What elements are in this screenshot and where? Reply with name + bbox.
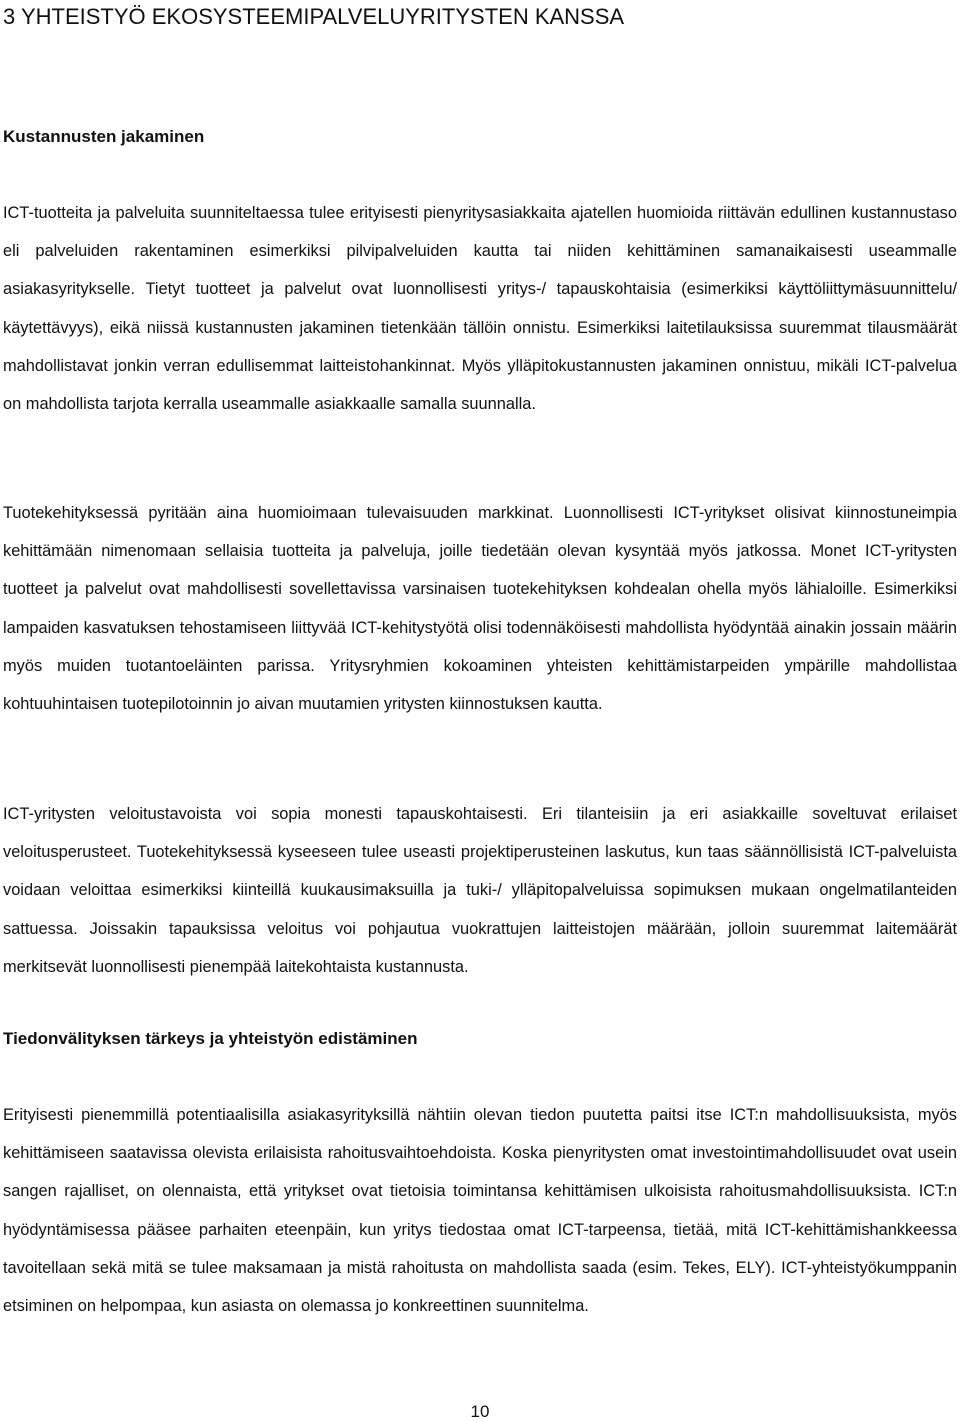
paragraph-information-sharing-1: Erityisesti pienemmillä potentiaalisilla asiakasyrityksillä nähtiin olevan tiedon puutetta paitsi itse ICT:n mahdollisuuksista, myös kehittämiseen saatavissa olevista erilaisista rahoitusvaihtoehdoista. Koska pienyritysten omat investointimahdollisuudet ovat usein sangen rajalliset, on olennaista, että yritykset ovat tietoisia toimintansa kehittämisen ulkoisista rahoitusmahdollisuuksista. ICT:n hyödyntämisessa pääsee parhaiten eteenpäin, kun yritys tiedostaa omat ICT-tarpeensa, tietää, mitä ICT-kehittämishankkeessa tavoitellaan sekä mitä se tulee maksamaan ja mistä rahoitusta on mahdollista saada (esim. Tekes, ELY). ICT-yhteistyökumppanin etsiminen on helpompaa, kun asiasta on olemassa jo konkreettinen suunnitelma. xyxy=(3,1106,957,1316)
paragraph-cost-sharing-1: ICT-tuotteita ja palveluita suunniteltaessa tulee erityisesti pienyritysasiakkaita ajatellen huomioida riittävän edullinen kustannustaso eli palveluiden rakentaminen esimerkiksi pilvipalveluiden kautta tai niiden kehittäminen samanaikaisesti useammalle asiakasyritykselle. Tietyt tuotteet ja palvelut ovat luonnollisesti yritys-/ tapauskohtaisia (esimerkiksi käyttöliittymäsuunnittelu/ käytettävyys), eikä niissä kustannusten jakaminen tietenkään tällöin onnistu. Esimerkiksi laitetilauksissa suuremmat tilausmäärät mahdollistavat jonkin verran edullisemmat laitteistohankinnat. Myös ylläpitokustannusten jakaminen onnistuu, mikäli ICT-palvelua on mahdollista tarjota kerralla useammalle asiakkaalle samalla suunnalla. xyxy=(3,204,957,414)
chapter-title: 3 YHTEISTYÖ EKOSYSTEEMIPALVELUYRITYSTEN KANSSA xyxy=(3,4,625,29)
section-heading-information-sharing: Tiedonvälityksen tärkeys ja yhteistyön edistäminen xyxy=(3,1029,418,1048)
paragraph-cost-sharing-2: Tuotekehityksessä pyritään aina huomioimaan tulevaisuuden markkinat. Luonnollisesti ICT-yritykset olisivat kiinnostuneimpia kehittämään nimenomaan sellaisia tuotteita ja palveluja, joille tiedetään olevan kysyntää myös jatkossa. Monet ICT-yritysten tuotteet ja palvelut ovat mahdollisesti sovellettavissa varsinaisen tuotekehityksen kohdealan ohella myös lähialoille. Esimerkiksi lampaiden kasvatuksen tehostamiseen liittyvää ICT-kehitystyötä olisi todennäköisesti mahdollista hyödyntää ainakin jossain määrin myös muiden tuotantoeläinten parissa. Yritysryhmien kokoaminen yhteisten kehittämistarpeiden ympärille mahdollistaa kohtuuhintaisen tuotepilotoinnin jo aivan muutamien yritysten kiinnostuksen kautta. xyxy=(3,504,957,714)
page-number: 10 xyxy=(470,1402,490,1421)
section-heading-cost-sharing: Kustannusten jakaminen xyxy=(3,127,205,146)
paragraph-cost-sharing-3: ICT-yritysten veloitustavoista voi sopia monesti tapauskohtaisesti. Eri tilanteisiin ja eri asiakkaille soveltuvat erilaiset veloitusperusteet. Tuotekehityksessä kyseeseen tulee useasti projektiperusteinen laskutus, kun taas säännöllisistä ICT-palveluista voidaan veloittaa esimerkiksi kiinteillä kuukausimaksuilla ja tuki-/ ylläpitopalveluissa sopimuksen mukaan ongelmatilanteiden sattuessa. Joissakin tapauksissa veloitus voi pohjautua vuokrattujen laitteistojen määrään, jolloin suuremmat laitemäärät merkitsevät luonnollisesti pienempää laitekohtaista kustannusta. xyxy=(3,805,957,976)
